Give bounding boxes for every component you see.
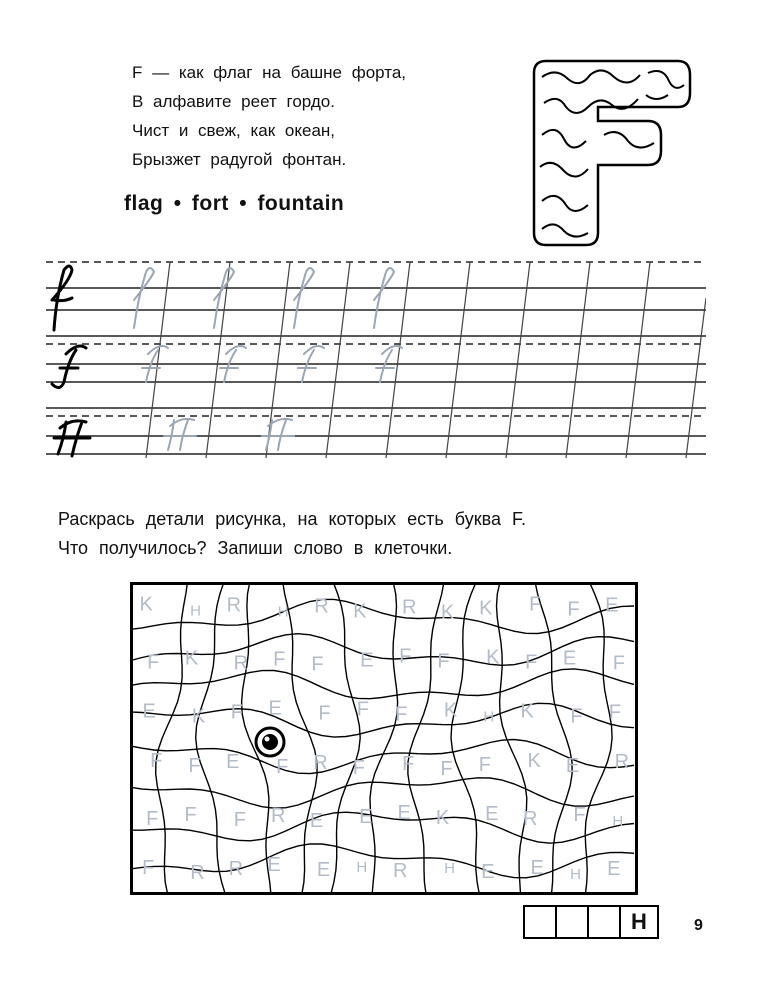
puzzle-letter: E xyxy=(481,861,495,884)
task-line: Что получилось? Запиши слово в клеточки. xyxy=(58,538,453,558)
poem-line: Чист и свеж, как океан, xyxy=(132,121,336,140)
puzzle-letter: R xyxy=(190,862,205,885)
vocabulary-words xyxy=(124,192,344,216)
puzzle-letter: F xyxy=(608,701,621,724)
puzzle-letter: H xyxy=(612,813,624,830)
eye-icon xyxy=(256,728,284,756)
page-number: 9 xyxy=(694,917,703,934)
puzzle-letter: F xyxy=(570,705,583,728)
puzzle-letter: K xyxy=(520,700,534,723)
puzzle-letter: F xyxy=(612,652,625,675)
puzzle-letter: F xyxy=(233,809,246,831)
puzzle-letter: K xyxy=(191,705,206,728)
puzzle-letter: E xyxy=(226,750,240,773)
decorative-letter-f-image xyxy=(528,55,693,250)
word-fort: fort xyxy=(191,192,229,215)
answer-cell[interactable] xyxy=(555,905,589,939)
puzzle-letter: R xyxy=(226,594,242,617)
task-line: Раскрась детали рисунка, на которых есть буква F. xyxy=(58,509,526,529)
puzzle-letter: R xyxy=(522,808,538,830)
puzzle-letter: R xyxy=(233,652,249,675)
separator: • xyxy=(239,192,248,215)
answer-cell[interactable] xyxy=(523,905,557,939)
puzzle-letter: K xyxy=(527,749,541,772)
puzzle-letter: E xyxy=(565,754,580,777)
puzzle-letter: H xyxy=(277,603,289,621)
puzzle-letter: H xyxy=(444,860,455,878)
puzzle-letter: E xyxy=(485,803,499,825)
separator: • xyxy=(173,192,182,215)
poem-line: F — как флаг на башне форта, xyxy=(132,63,407,82)
word-flag: flag xyxy=(124,192,164,215)
puzzle-letter: E xyxy=(397,802,411,824)
puzzle-letter: E xyxy=(605,594,619,617)
puzzle-letter: K xyxy=(479,597,493,620)
puzzle-letter: K xyxy=(435,807,450,829)
puzzle-letter: F xyxy=(525,651,538,674)
puzzle-letter: K xyxy=(443,699,458,722)
poem xyxy=(132,58,406,174)
puzzle-letter: H xyxy=(356,859,368,877)
puzzle-letter: F xyxy=(478,753,491,776)
puzzle-letter: F xyxy=(529,593,542,616)
puzzle-letter: K xyxy=(139,593,153,616)
puzzle-letter: R xyxy=(401,596,417,619)
puzzle-letter: F xyxy=(273,648,286,671)
puzzle-letter: F xyxy=(567,598,580,621)
answer-cells xyxy=(523,905,659,939)
task-instructions xyxy=(58,505,526,563)
puzzle-letter: F xyxy=(150,749,163,772)
puzzle-letter: H xyxy=(190,602,201,620)
puzzle-letter: F xyxy=(573,804,586,826)
puzzle-letter: F xyxy=(230,701,243,724)
puzzle-letter: K xyxy=(440,601,455,624)
puzzle-letter: H xyxy=(570,866,581,884)
word-fountain: fountain xyxy=(257,192,345,215)
puzzle-letter: R xyxy=(228,858,244,881)
puzzle-letter: F xyxy=(276,755,289,778)
puzzle-letter: E xyxy=(562,647,577,670)
puzzle-letter: E xyxy=(316,859,331,882)
puzzle-letter: F xyxy=(352,756,365,779)
puzzle-letter: E xyxy=(607,858,621,881)
puzzle-letter: K xyxy=(353,600,367,623)
puzzle-letter: E xyxy=(360,649,374,672)
puzzle-letter: F xyxy=(356,698,369,721)
puzzle-letter: H xyxy=(483,708,495,726)
puzzle-letter: F xyxy=(440,757,453,780)
puzzle-letter: R xyxy=(392,860,408,883)
puzzle-letter: R xyxy=(614,750,630,773)
handwriting-practice-lines xyxy=(46,258,706,468)
puzzle-letter: F xyxy=(399,645,412,668)
puzzle-letter: F xyxy=(395,703,408,726)
coloring-puzzle[interactable] xyxy=(130,582,638,895)
puzzle-letter: K xyxy=(486,646,500,669)
puzzle-letter: E xyxy=(267,854,281,877)
answer-cell[interactable]: H xyxy=(619,905,659,939)
puzzle-letter: E xyxy=(530,857,544,880)
puzzle-letter: F xyxy=(142,857,155,880)
puzzle-letter: F xyxy=(147,651,160,674)
puzzle-letter: F xyxy=(184,804,197,826)
puzzle-letter: R xyxy=(314,595,329,618)
puzzle-letter: R xyxy=(270,805,286,827)
puzzle-letter: E xyxy=(359,806,373,828)
puzzle-letter: F xyxy=(437,650,450,673)
puzzle-letter: F xyxy=(188,754,201,777)
puzzle-letter: F xyxy=(318,702,331,725)
answer-cell[interactable] xyxy=(587,905,621,939)
puzzle-letter: R xyxy=(313,751,328,774)
puzzle-letter: F xyxy=(146,808,159,830)
puzzle-letter: K xyxy=(184,647,199,670)
poem-line: Брызжет радугой фонтан. xyxy=(132,150,347,169)
puzzle-letter: E xyxy=(268,697,282,720)
poem-line: В алфавите реет гордо. xyxy=(132,92,335,111)
puzzle-letter: F xyxy=(402,752,415,775)
puzzle-letter: E xyxy=(309,810,324,832)
puzzle-letter: E xyxy=(142,700,156,723)
puzzle-letter: F xyxy=(311,653,324,676)
